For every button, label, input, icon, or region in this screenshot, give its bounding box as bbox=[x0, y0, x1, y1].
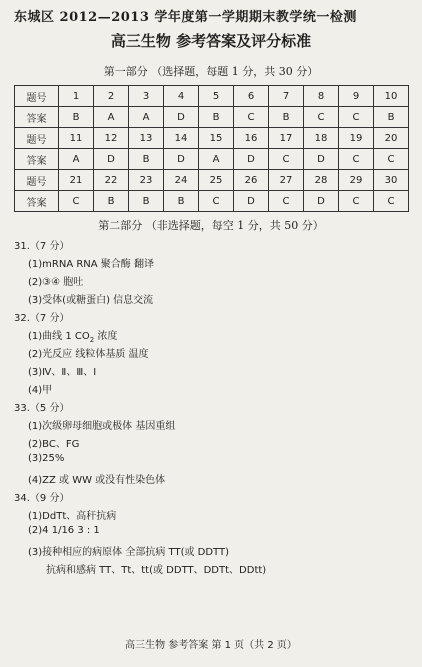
answer-table-cell: 19 bbox=[339, 128, 374, 149]
document-title: 高三生物 参考答案及评分标准 bbox=[110, 32, 312, 50]
question-33-answer-4: (4)ZZ 或 WW 或没有性染色体 bbox=[28, 475, 166, 486]
part-one-heading: 第一部分 （选择题，每题 1 分，共 30 分） bbox=[103, 65, 319, 78]
answer-table-cell: 8 bbox=[304, 86, 339, 107]
question-32-answer-4: (4)甲 bbox=[28, 385, 53, 396]
answer-table-cell: B bbox=[269, 107, 304, 128]
answer-table-cell: B bbox=[94, 191, 129, 212]
answer-table-row bbox=[15, 128, 409, 149]
answer-table-cell: C bbox=[269, 191, 304, 212]
answer-table-cell: D bbox=[234, 149, 269, 170]
page-footer: 高三生物 参考答案 第 1 页（共 2 页） bbox=[125, 640, 297, 651]
answer-table-cell: C bbox=[339, 149, 374, 170]
row-label-cell: 答案 bbox=[15, 107, 59, 128]
answer-table-cell: C bbox=[374, 191, 409, 212]
answer-table-cell: 23 bbox=[129, 170, 164, 191]
answer-table-cell: 3 bbox=[129, 86, 164, 107]
question-32-heading: 32.（7 分） bbox=[14, 313, 70, 324]
question-33-answer-3: (3)25% bbox=[28, 453, 65, 464]
row-label-cell: 题号 bbox=[15, 170, 59, 191]
answer-table-cell: 17 bbox=[269, 128, 304, 149]
answer-table-row bbox=[15, 86, 409, 107]
answer-table-cell: 24 bbox=[164, 170, 199, 191]
answer-table-cell: 22 bbox=[94, 170, 129, 191]
answer-table-cell: 6 bbox=[234, 86, 269, 107]
question-33-heading: 33.（5 分） bbox=[14, 403, 70, 414]
answer-table-cell: 13 bbox=[129, 128, 164, 149]
answer-table-cell: 12 bbox=[94, 128, 129, 149]
answer-table-cell: B bbox=[164, 191, 199, 212]
answer-table-cell: D bbox=[164, 149, 199, 170]
answer-table-cell: 18 bbox=[304, 128, 339, 149]
q32-a1-suffix: 浓度 bbox=[94, 331, 118, 342]
question-32-answer-1 bbox=[28, 327, 117, 344]
answer-table-cell: D bbox=[234, 191, 269, 212]
answer-table-cell: 10 bbox=[374, 86, 409, 107]
answer-table-row bbox=[15, 191, 409, 212]
answer-table-row bbox=[15, 170, 409, 191]
answer-table-cell: B bbox=[199, 107, 234, 128]
answer-table-row bbox=[15, 107, 409, 128]
answer-table-cell: 20 bbox=[374, 128, 409, 149]
question-31-answer-1: (1)mRNA RNA 聚合酶 翻译 bbox=[28, 259, 154, 270]
answer-table-cell: D bbox=[304, 149, 339, 170]
answer-table-cell: D bbox=[304, 191, 339, 212]
answer-table-cell: 7 bbox=[269, 86, 304, 107]
answer-table-cell: C bbox=[374, 149, 409, 170]
question-34-answer-2: (2)4 1/16 3 : 1 bbox=[28, 525, 100, 536]
part-two-heading: 第二部分 （非选择题，每空 1 分，共 50 分） bbox=[98, 219, 324, 232]
row-label-cell: 题号 bbox=[15, 128, 59, 149]
answer-table-cell: 16 bbox=[234, 128, 269, 149]
answer-table-cell: C bbox=[339, 107, 374, 128]
answer-table-cell: B bbox=[59, 107, 94, 128]
answer-table-cell: C bbox=[199, 191, 234, 212]
question-34-heading: 34.（9 分） bbox=[14, 493, 70, 504]
question-34-answer-3: (3)接种相应的病原体 全部抗病 TT(或 DDTT) bbox=[28, 547, 229, 558]
answer-table-cell: D bbox=[164, 107, 199, 128]
answer-table-cell: 29 bbox=[339, 170, 374, 191]
answer-table-cell: 14 bbox=[164, 128, 199, 149]
question-32-answer-3: (3)Ⅳ、Ⅱ、Ⅲ、Ⅰ bbox=[28, 367, 97, 378]
row-label-cell: 答案 bbox=[15, 149, 59, 170]
question-31-answer-2: (2)③④ 胞吐 bbox=[28, 277, 84, 288]
question-31-heading: 31.（7 分） bbox=[14, 241, 70, 252]
answer-table-cell: C bbox=[339, 191, 374, 212]
answer-table-cell: A bbox=[129, 107, 164, 128]
row-label-cell: 题号 bbox=[15, 86, 59, 107]
answer-table-cell: 2 bbox=[94, 86, 129, 107]
question-32-answer-2: (2)光反应 线粒体基质 温度 bbox=[28, 349, 149, 360]
answer-table-cell: B bbox=[374, 107, 409, 128]
answer-table-cell: 1 bbox=[59, 86, 94, 107]
q32-a1-text: (1)曲线 1 CO bbox=[28, 331, 90, 342]
answer-table-cell: A bbox=[94, 107, 129, 128]
answer-table-cell: 4 bbox=[164, 86, 199, 107]
answer-table-cell: D bbox=[94, 149, 129, 170]
answer-table-row bbox=[15, 149, 409, 170]
answer-table-cell: 9 bbox=[339, 86, 374, 107]
answer-table-cell: C bbox=[269, 149, 304, 170]
question-31-answer-3: (3)受体(或糖蛋白) 信息交流 bbox=[28, 295, 154, 306]
answer-table-cell: 5 bbox=[199, 86, 234, 107]
answer-table-cell: C bbox=[59, 191, 94, 212]
answer-table-cell: A bbox=[199, 149, 234, 170]
answer-table-cell: C bbox=[304, 107, 339, 128]
question-33-answer-1: (1)次级卵母细胞或极体 基因重组 bbox=[28, 421, 176, 432]
answer-table-cell: B bbox=[129, 191, 164, 212]
answer-table bbox=[14, 85, 409, 212]
answer-table-cell: B bbox=[129, 149, 164, 170]
exam-header: 东城区 2012—2013 学年度第一学期期末教学统一检测 bbox=[14, 10, 357, 25]
answer-table-cell: A bbox=[59, 149, 94, 170]
answer-table-cell: 27 bbox=[269, 170, 304, 191]
row-label-cell: 答案 bbox=[15, 191, 59, 212]
answer-table-cell: 26 bbox=[234, 170, 269, 191]
answer-table-cell: 21 bbox=[59, 170, 94, 191]
answer-table-cell: 30 bbox=[374, 170, 409, 191]
answer-table-cell: 28 bbox=[304, 170, 339, 191]
question-34-answer-1: (1)DdTt、高秆抗病 bbox=[28, 511, 117, 522]
q32-a1-subscript: 2 bbox=[89, 336, 95, 344]
answer-table-cell: 15 bbox=[199, 128, 234, 149]
answer-table-cell: 25 bbox=[199, 170, 234, 191]
question-33-answer-2: (2)BC、FG bbox=[28, 439, 80, 450]
answer-table-cell: C bbox=[234, 107, 269, 128]
answer-table-cell: 11 bbox=[59, 128, 94, 149]
question-34-answer-4: 抗病和感病 TT、Tt、tt(或 DDTT、DDTt、DDtt) bbox=[46, 565, 267, 576]
